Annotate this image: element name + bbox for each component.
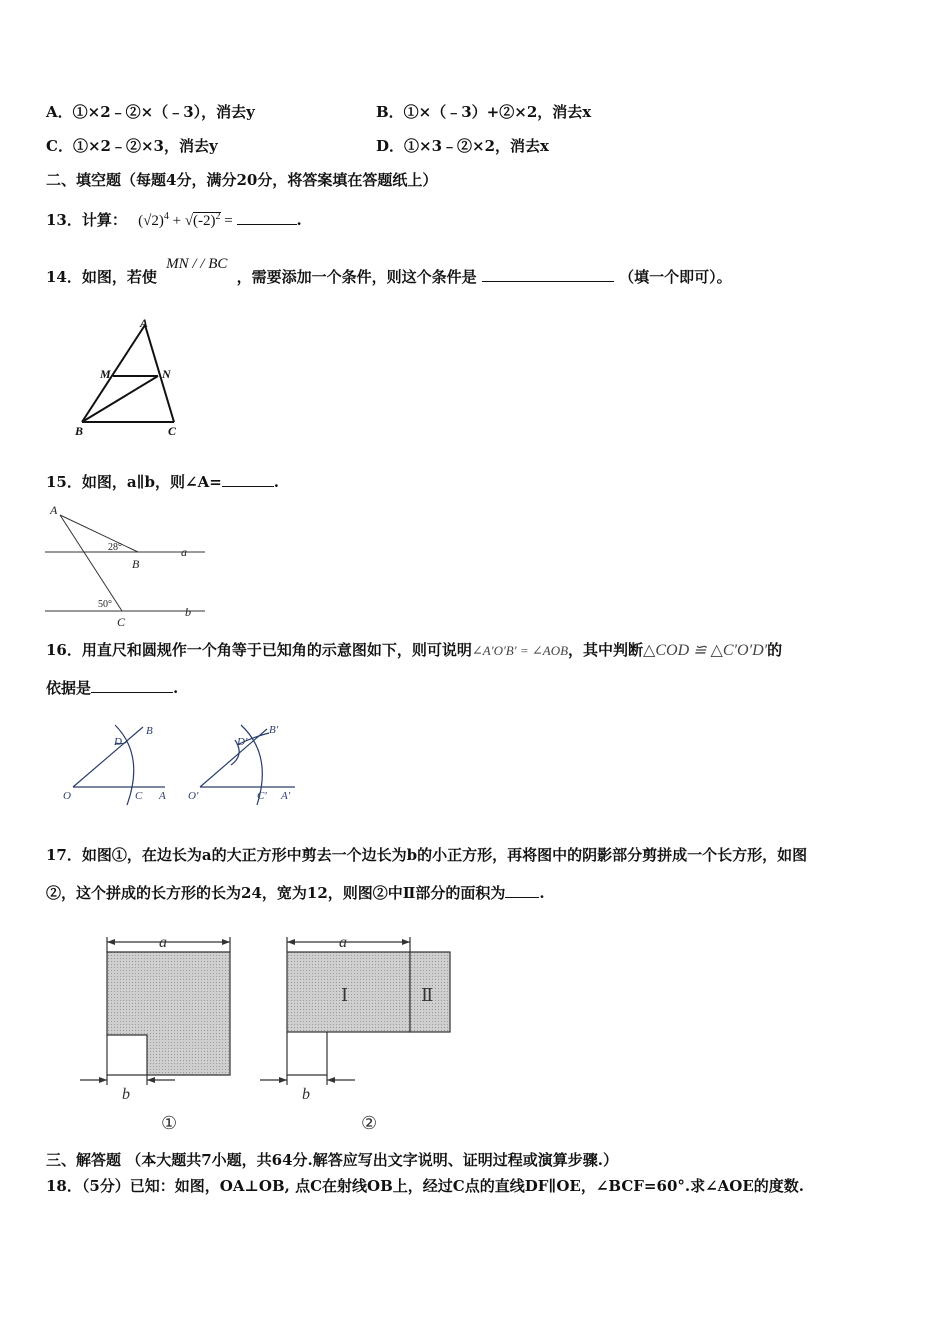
q14-label-n: N [162, 367, 171, 381]
q13-end: . [296, 211, 302, 229]
section-2-title: 二、填空题（每题4分，满分20分，将答案填在答题纸上） [46, 171, 438, 189]
q15-parallel-figure [40, 500, 210, 630]
q16-label-d: D [114, 736, 122, 748]
q15-label-line-a: a [181, 545, 187, 559]
q17-end: . [539, 884, 545, 902]
q13-formula [138, 213, 236, 229]
question-14 [46, 256, 732, 288]
q14-prefix: 14．如图，若使 [46, 268, 157, 286]
q16-label-o-prime: O′ [188, 790, 199, 802]
q17-figure-label-1: ① [161, 1113, 178, 1133]
q14-label-c: C [168, 424, 177, 438]
question-18: 18．（5分）已知：如图，OA⊥OB, 点C在射线OB上，经过C点的直线DF∥OE，∠BCF=60°.求∠AOE的度数. [46, 1177, 805, 1195]
q13-prefix: 13．计算： [46, 211, 127, 229]
q14-label-b: B [75, 424, 84, 438]
option-a: A．①×2﹣②×（﹣3），消去y [46, 103, 255, 121]
q14-suffix: ，需要添加一个条件，则这个条件是 [236, 268, 477, 286]
q16-middle: ，其中判断 [568, 641, 644, 659]
q15-text: 15．如图，a∥b，则∠A= [46, 473, 222, 491]
q17-line2: ②，这个拼成的长方形的长为24，宽为12，则图②中Ⅱ部分的面积为 [46, 884, 506, 902]
q14-triangle-figure [70, 315, 190, 440]
q16-label-d-prime: D′ [237, 736, 248, 748]
q16-label-a-prime: A′ [281, 790, 291, 802]
q13-plus: + [172, 213, 182, 229]
q16-congruence: △COD ≌ △C′O′D′ [643, 642, 768, 659]
q15-end: . [273, 473, 280, 491]
q16-prefix: 16．用直尺和圆规作一个角等于已知角的示意图如下，则可说明 [46, 641, 472, 659]
q17-squares-figure [75, 925, 475, 1140]
q13-term2-exp: 2 [215, 211, 221, 222]
q15-angle-28: 28° [108, 542, 122, 553]
q17-label-a2: a [339, 934, 347, 951]
question-13 [46, 207, 302, 231]
q13-term2-radicand: (-2) [193, 213, 216, 229]
question-17-line1: 17．如图①，在边长为a的大正方形中剪去一个边长为b的小正方形，再将图中的阴影部分剪拼成一个长方形，如图 [46, 846, 808, 864]
q13-equals: = [224, 213, 233, 229]
q16-label-c-prime: C′ [257, 790, 267, 802]
q17-answer-blank [505, 883, 539, 898]
option-b: B．①×（﹣3）+②×2，消去x [376, 103, 592, 121]
q15-label-line-b: b [185, 605, 191, 619]
q17-part-1: Ⅰ [341, 985, 349, 1005]
q13-term1-base: (√2) [138, 213, 164, 229]
q16-label-o: O [63, 790, 71, 802]
q14-condition: MN / / BC [166, 256, 228, 272]
section-3-title: 三、解答题 （本大题共7小题，共64分.解答应写出文字说明、证明过程或演算步骤.） [46, 1151, 618, 1169]
q17-label-b2: b [302, 1086, 310, 1103]
q16-label-b-prime: B′ [269, 724, 279, 736]
question-16 [46, 640, 782, 661]
q15-angle-50: 50° [98, 599, 112, 610]
q17-part-2: Ⅱ [421, 985, 434, 1005]
q16-label-c: C [135, 790, 143, 802]
q16-answer-blank [91, 678, 173, 693]
question-17-line2 [46, 883, 545, 903]
q14-answer-blank [482, 267, 614, 282]
q13-term1-exp: 4 [163, 211, 169, 222]
option-c: C．①×2﹣②×3，消去y [46, 137, 218, 155]
q14-label-a: A [140, 316, 149, 330]
option-d: D．①×3﹣②×2，消去x [376, 137, 549, 155]
q14-tail: （填一个即可）。 [619, 268, 732, 286]
q15-answer-blank [222, 472, 274, 487]
q16-construction-figure [55, 715, 305, 810]
q16-angle-equality: ∠A′O′B′ = ∠AOB [471, 643, 569, 658]
q15-label-b-point: B [132, 557, 140, 571]
q17-label-b1: b [122, 1086, 130, 1103]
question-15 [46, 472, 279, 492]
q15-label-c-point: C [117, 615, 126, 629]
q16-suffix: 的 [767, 641, 783, 659]
q14-label-m: M [100, 367, 111, 381]
q16-label-b: B [146, 725, 153, 737]
q13-sqrt: $√(-2)^2$ [184, 211, 221, 229]
q17-label-a1: a [159, 934, 167, 951]
q16-label-a: A [159, 790, 166, 802]
q16-end: . [173, 679, 179, 697]
question-16-line2 [46, 678, 178, 698]
q17-figure-label-2: ② [361, 1113, 378, 1133]
q16-line2: 依据是 [46, 679, 92, 697]
q15-label-a-point: A [50, 503, 58, 517]
q13-answer-blank [237, 210, 297, 225]
